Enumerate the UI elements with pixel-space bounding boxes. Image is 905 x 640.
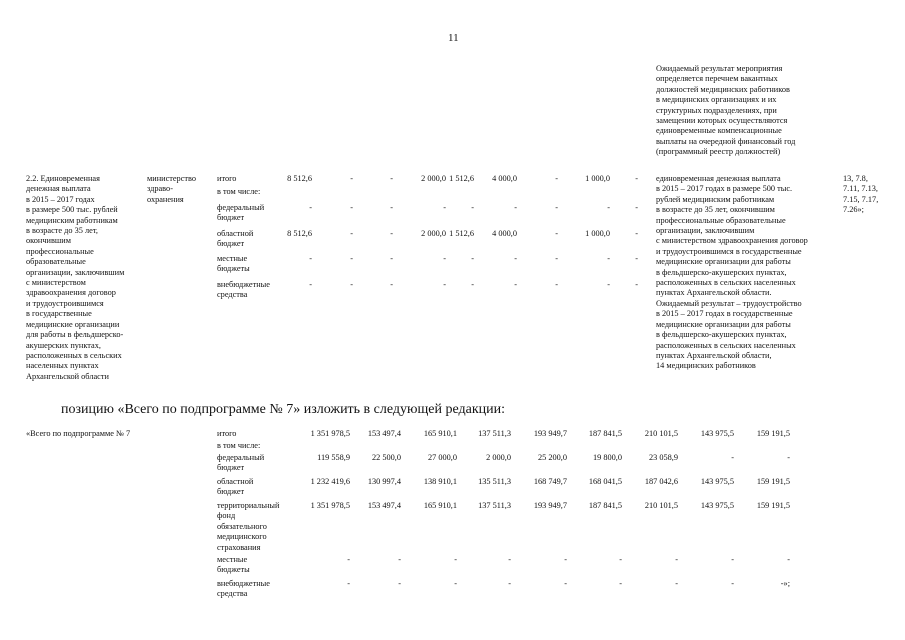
item-cell: - <box>471 203 474 212</box>
item-row-label: внебюджетные средства <box>217 280 270 300</box>
total-cell: 165 910,1 <box>423 429 457 438</box>
total-row-label: федеральный бюджет <box>217 453 265 473</box>
total-cell: - <box>398 579 401 588</box>
instruction-heading: позицию «Всего по подпрограмме № 7» изложить в следующей редакции: <box>61 402 506 417</box>
item-cell: - <box>555 203 558 212</box>
total-cell: - <box>675 579 678 588</box>
item-cell: - <box>309 203 312 212</box>
item-row-label: местные бюджеты <box>217 254 250 274</box>
total-cell: - <box>619 579 622 588</box>
total-cell: - <box>454 579 457 588</box>
item-name: 2.2. Единовременная денежная выплата в 2015 – 2017 годах в размере 500 тыс. рублей медицинским работникам в возрасте до 35 лет, окончившим профессиональные образовательные организации, заключившим с министерством здравоохранения договор и трудоустроившимся в государственные медицинские организации для работы в фельдшерско- акушерских пунктах, расположенных в сельских населенных пунктах Архангельской области <box>26 174 125 381</box>
total-cell: 165 910,1 <box>423 501 457 510</box>
total-cell: 2 000,0 <box>486 453 511 462</box>
item-row-label: областной бюджет <box>217 229 254 249</box>
item-cell: - <box>471 280 474 289</box>
total-cell: - <box>731 453 734 462</box>
total-cell: 193 949,7 <box>533 429 567 438</box>
total-cell: 119 558,9 <box>317 453 350 462</box>
total-cell: 19 800,0 <box>592 453 622 462</box>
total-row-label: территориальный фонд обязательного медицинского страхования <box>217 501 280 552</box>
item-cell: - <box>350 203 353 212</box>
total-cell: - <box>731 579 734 588</box>
item-row-label: итого <box>217 174 237 183</box>
item-cell: - <box>443 203 446 212</box>
item-cell: - <box>607 280 610 289</box>
total-cell: 1 351 978,5 <box>310 501 350 510</box>
total-cell: - <box>731 555 734 564</box>
page-number: 11 <box>448 32 459 44</box>
total-row-label: областной бюджет <box>217 477 254 497</box>
item-cell: - <box>443 280 446 289</box>
total-name: «Всего по подпрограмме № 7 <box>26 429 131 438</box>
item-row-label: в том числе: <box>217 187 261 196</box>
item-row-label: федеральный бюджет <box>217 203 265 223</box>
item-cell: - <box>350 229 353 238</box>
total-cell: 168 041,5 <box>588 477 622 486</box>
total-cell: 138 910,1 <box>423 477 457 486</box>
total-row-label: итого <box>217 429 237 438</box>
total-cell: 23 058,9 <box>648 453 678 462</box>
item-cell: 8 512,6 <box>287 174 312 183</box>
total-cell: -»; <box>780 579 790 588</box>
item-cell: - <box>390 174 393 183</box>
item-cell: - <box>390 203 393 212</box>
item-result: единовременная денежная выплата в 2015 – 2017 годах в размере 500 тыс. рублей медицинским работникам в возрасте до 35 лет, окончившим профессиональные образовательные организации, заключившим с министерством здравоохранения договор и трудоустроившимся в государственные медицинские организации для работы в фельдшерско-акушерских пунктах, расположенных в сельских населенных пунктах Архангельской области. Ожидаемый результат – трудоустройство в 2015 – 2017 годах в государственные медицинские организации для работы в фельдшерско-акушерских пунктах, расположенных в сельских населенных пунктах Архангельской области, 14 медицинских работников <box>656 174 808 371</box>
total-cell: - <box>508 555 511 564</box>
item-cell: - <box>390 229 393 238</box>
item-cell: - <box>390 254 393 263</box>
total-cell: - <box>454 555 457 564</box>
item-cell: - <box>350 174 353 183</box>
total-cell: - <box>675 555 678 564</box>
item-cell: 1 000,0 <box>585 229 610 238</box>
item-cell: - <box>635 229 638 238</box>
item-cell: 1 512,6 <box>449 229 474 238</box>
total-cell: - <box>398 555 401 564</box>
total-cell: 159 191,5 <box>756 429 790 438</box>
item-cell: - <box>635 254 638 263</box>
total-cell: - <box>508 579 511 588</box>
total-cell: 187 042,6 <box>644 477 678 486</box>
item-cell: - <box>514 203 517 212</box>
item-cell: 4 000,0 <box>492 174 517 183</box>
item-cell: - <box>607 203 610 212</box>
total-cell: - <box>619 555 622 564</box>
total-row-label: внебюджетные средства <box>217 579 270 599</box>
item-cell: 1 512,6 <box>449 174 474 183</box>
item-cell: - <box>390 280 393 289</box>
total-cell: - <box>564 555 567 564</box>
total-cell: 1 351 978,5 <box>310 429 350 438</box>
total-cell: 153 497,4 <box>367 501 401 510</box>
total-cell: - <box>564 579 567 588</box>
total-cell: 25 200,0 <box>537 453 567 462</box>
item-executor: министерство здраво- охранения <box>147 174 197 204</box>
item-cell: - <box>350 254 353 263</box>
total-cell: 187 841,5 <box>588 501 622 510</box>
item-cell: - <box>555 174 558 183</box>
item-cell: - <box>607 254 610 263</box>
total-cell: 143 975,5 <box>700 429 734 438</box>
total-row-label: в том числе: <box>217 441 261 450</box>
total-cell: - <box>787 453 790 462</box>
item-indicators: 13, 7.8, 7.11, 7.13, 7.15, 7.17, 7.26»; <box>843 174 879 215</box>
total-cell: 159 191,5 <box>756 501 790 510</box>
item-cell: - <box>309 280 312 289</box>
item-cell: - <box>555 229 558 238</box>
item-cell: - <box>635 203 638 212</box>
item-cell: - <box>555 280 558 289</box>
total-cell: 137 511,3 <box>478 429 511 438</box>
total-cell: 159 191,5 <box>756 477 790 486</box>
item-cell: - <box>555 254 558 263</box>
item-cell: 8 512,6 <box>287 229 312 238</box>
item-cell: - <box>443 254 446 263</box>
total-cell: 143 975,5 <box>700 501 734 510</box>
item-cell: 2 000,0 <box>421 229 446 238</box>
item-cell: - <box>514 254 517 263</box>
total-cell: 153 497,4 <box>367 429 401 438</box>
total-cell: 22 500,0 <box>371 453 401 462</box>
total-cell: 210 101,5 <box>644 429 678 438</box>
total-cell: - <box>347 555 350 564</box>
item-cell: 2 000,0 <box>421 174 446 183</box>
total-cell: 168 749,7 <box>533 477 567 486</box>
item-cell: - <box>635 174 638 183</box>
intro-note: Ожидаемый результат мероприятия определяется перечнем вакантных должностей медицинских работников в медицинских организациях и их структурных подразделениях, при замещении которых осуществляются единовременные компенсационные выплаты на очередной финансовый год (программный реестр должностей) <box>656 64 796 157</box>
total-row-label: местные бюджеты <box>217 555 250 575</box>
total-cell: 187 841,5 <box>588 429 622 438</box>
total-cell: 193 949,7 <box>533 501 567 510</box>
total-cell: 135 511,3 <box>478 477 511 486</box>
item-cell: - <box>635 280 638 289</box>
total-cell: 137 511,3 <box>478 501 511 510</box>
total-cell: - <box>787 555 790 564</box>
total-cell: 27 000,0 <box>427 453 457 462</box>
item-cell: - <box>350 280 353 289</box>
item-cell: - <box>309 254 312 263</box>
total-cell: 210 101,5 <box>644 501 678 510</box>
total-cell: 1 232 419,6 <box>310 477 350 486</box>
total-cell: - <box>347 579 350 588</box>
total-cell: 143 975,5 <box>700 477 734 486</box>
item-cell: - <box>514 280 517 289</box>
item-cell: - <box>471 254 474 263</box>
item-cell: 1 000,0 <box>585 174 610 183</box>
total-cell: 130 997,4 <box>367 477 401 486</box>
item-cell: 4 000,0 <box>492 229 517 238</box>
